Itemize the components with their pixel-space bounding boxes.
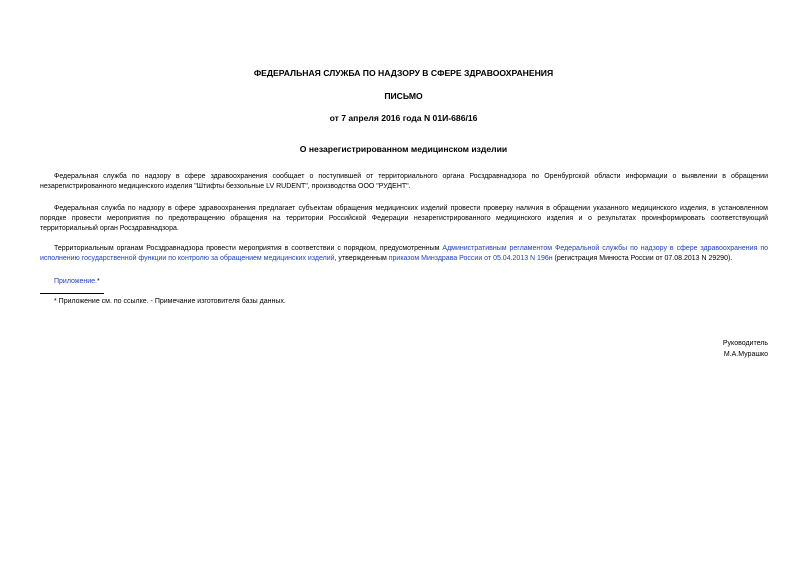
document-subject: О незарегистрированном медицинском изделии — [299, 144, 508, 154]
signature-position: Руководитель — [722, 340, 768, 347]
attachment-link[interactable]: Приложение. — [54, 278, 98, 285]
paragraph-1-text: Федеральная служба по надзору в сфере здравоохранения сообщает о поступившей от территориального органа Росздравнадзора по Оренбургской области информации о выявлении в обращении незарегистрированного медицинского изделия "Штифты беззольные LV RUDENT", производства ООО "РУДЕНТ". — [40, 173, 768, 191]
signature-name: М.А.Мурашко — [723, 351, 768, 358]
document-date-number: от 7 апреля 2016 года N 01И-686/16 — [329, 113, 478, 123]
footnote-text: * Приложение см. по ссылке. - Примечание изготовителя базы данных. — [54, 298, 286, 305]
document-type-heading: ПИСЬМО — [384, 91, 423, 101]
organization-heading: ФЕДЕРАЛЬНАЯ СЛУЖБА ПО НАДЗОРУ В СФЕРЕ ЗДРАВООХРАНЕНИЯ — [253, 68, 554, 78]
attachment-footnote-mark: * — [97, 278, 100, 285]
paragraph-1 — [40, 172, 768, 192]
paragraph-2-text: Федеральная служба по надзору в сфере здравоохранения предлагает субъектам обращения медицинских изделий провести проверку наличия в обращении указанного медицинского изделия, в установленном порядке провести мероприятия по предотвращению обращения на территории Российской Федерации незарегистрированного медицинского изделия и о результатах проинформировать соответствующий территориальный орган Росздравнадзора. — [40, 205, 768, 233]
administrative-regulation-link[interactable]: Административным регламентом Федеральной службы по надзору в сфере здравоохранения по исполнению государственной функции по контролю за обращением медицинских изделий — [40, 245, 768, 263]
paragraph-3-text-end: (регистрация Минюста России от 07.08.2013 N 29290). — [552, 255, 733, 263]
paragraph-2 — [40, 204, 768, 235]
paragraph-3-text-start: Территориальным органам Росздравнадзора провести мероприятия в соответствии с порядком, предусмотренным — [54, 245, 443, 252]
footnote-divider — [40, 293, 104, 294]
ministry-order-link[interactable]: приказом Минздрава России от 05.04.2013 N 196н — [388, 255, 553, 263]
attachment-line — [40, 277, 768, 287]
paragraph-3-text-middle: , утвержденным — [334, 255, 389, 263]
paragraph-3 — [40, 244, 768, 264]
